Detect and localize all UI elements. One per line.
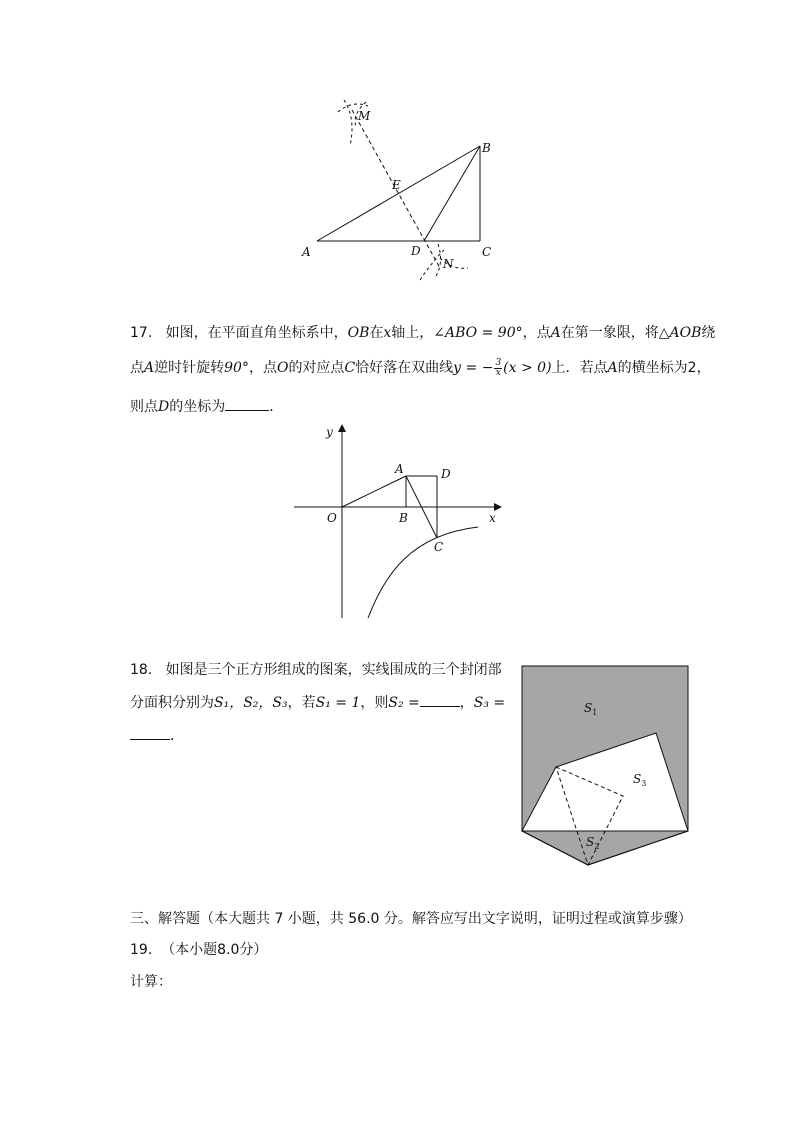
label-D: D xyxy=(441,467,451,481)
q17-math: ∠ABO = 90° xyxy=(433,325,523,341)
q17-text: 逆时针旋转 xyxy=(154,360,225,376)
q17-text: 点 xyxy=(130,360,144,376)
q17-math: D xyxy=(158,399,170,415)
section-3-heading xyxy=(130,909,692,929)
figure-18-squares xyxy=(518,662,693,872)
q19-prompt-text: 计算： xyxy=(130,974,172,990)
q17-math: (x > 0) xyxy=(503,360,552,376)
q17-math: x xyxy=(383,325,392,341)
q18-text: ． xyxy=(170,728,184,744)
fraction-denominator: x xyxy=(495,367,501,378)
label-S3: $S_3$ xyxy=(633,772,647,788)
q17-math: △AOB xyxy=(658,325,702,341)
label-N: N xyxy=(443,257,454,271)
answer-blank xyxy=(225,396,269,411)
label-C: C xyxy=(434,540,444,554)
q17-math: OB xyxy=(347,325,370,341)
q17-math: y = − xyxy=(453,360,494,376)
q18-math: S₁ = 1 xyxy=(315,695,361,711)
q17-text: 在 xyxy=(369,325,384,341)
q17-line-3 xyxy=(130,396,283,417)
q17-text: 恰好落在双曲线 xyxy=(355,360,454,376)
q18-text: ， xyxy=(459,695,474,711)
fraction-numerator: 3 xyxy=(495,357,502,368)
q17-number: 17. xyxy=(130,325,153,341)
q17-text: ． xyxy=(269,399,284,415)
q17-text: 的坐标为 xyxy=(169,399,226,415)
figure-17-coordinate-plane xyxy=(290,420,505,625)
q19-header xyxy=(130,940,267,960)
answer-blank xyxy=(420,692,460,707)
q17-math: A xyxy=(607,360,618,376)
label-D: D xyxy=(411,244,421,258)
q17-math: C xyxy=(344,360,356,376)
q17-text: 2， xyxy=(687,360,711,376)
label-C: C xyxy=(482,245,492,259)
label-A: A xyxy=(395,462,404,476)
q17-line-1 xyxy=(130,323,715,343)
figure-16-triangle xyxy=(290,95,490,280)
q18-text: ，若 xyxy=(287,695,316,711)
section-heading-text: 三、解答题（本大题共 7 小题，共 56.0 分。解答应写出文字说明，证明过程或演算步骤） xyxy=(130,911,692,927)
q18-math: S₁，S₂，S₃ xyxy=(214,695,288,711)
q18-math: S₂ = xyxy=(388,695,420,711)
q17-text: ，点 xyxy=(248,360,277,376)
q18-number: 18. xyxy=(130,662,153,678)
q17-text: 绕 xyxy=(701,325,716,341)
label-B: B xyxy=(482,141,491,155)
q17-text: 的横坐标为 xyxy=(617,360,688,376)
label-E: E xyxy=(392,178,401,192)
q17-text: 上．若点 xyxy=(551,360,608,376)
q18-text: 分面积分别为 xyxy=(130,695,214,711)
label-A: A xyxy=(302,245,311,259)
answer-blank xyxy=(130,725,170,740)
label-M: M xyxy=(358,109,371,123)
fraction-3-over-x xyxy=(494,359,502,378)
label-y-axis: y xyxy=(326,425,333,439)
q19-score: （本小题8.0分） xyxy=(161,942,268,958)
q18-line-1 xyxy=(130,660,502,680)
q17-line-2 xyxy=(130,358,711,378)
q17-text: 轴上， xyxy=(391,325,434,341)
q19-number: 19. xyxy=(130,942,153,958)
label-S2: $S_2$ xyxy=(586,835,600,851)
q17-text: ，点 xyxy=(522,325,551,341)
q17-text: 在第一象限，将 xyxy=(560,325,659,341)
q17-text: 的对应点 xyxy=(288,360,345,376)
q17-math: A xyxy=(550,325,561,341)
q17-math: 90° xyxy=(224,360,249,376)
q18-math: S₃ = xyxy=(473,695,506,711)
q17-math: A xyxy=(144,360,155,376)
q17-text: 如图，在平面直角坐标系中， xyxy=(165,325,348,341)
q18-line-3 xyxy=(130,725,184,746)
q18-text: ，则 xyxy=(360,695,389,711)
label-O: O xyxy=(327,511,337,525)
q18-text: 如图是三个正方形组成的图案，实线围成的三个封闭部 xyxy=(165,662,502,678)
q17-text: 则点 xyxy=(130,399,158,415)
q18-line-2 xyxy=(130,692,505,713)
label-S1: $S_1$ xyxy=(584,701,598,717)
label-B: B xyxy=(399,511,408,525)
q17-math: O xyxy=(276,360,289,376)
label-x-axis: x xyxy=(489,511,496,525)
q19-prompt xyxy=(130,972,172,992)
